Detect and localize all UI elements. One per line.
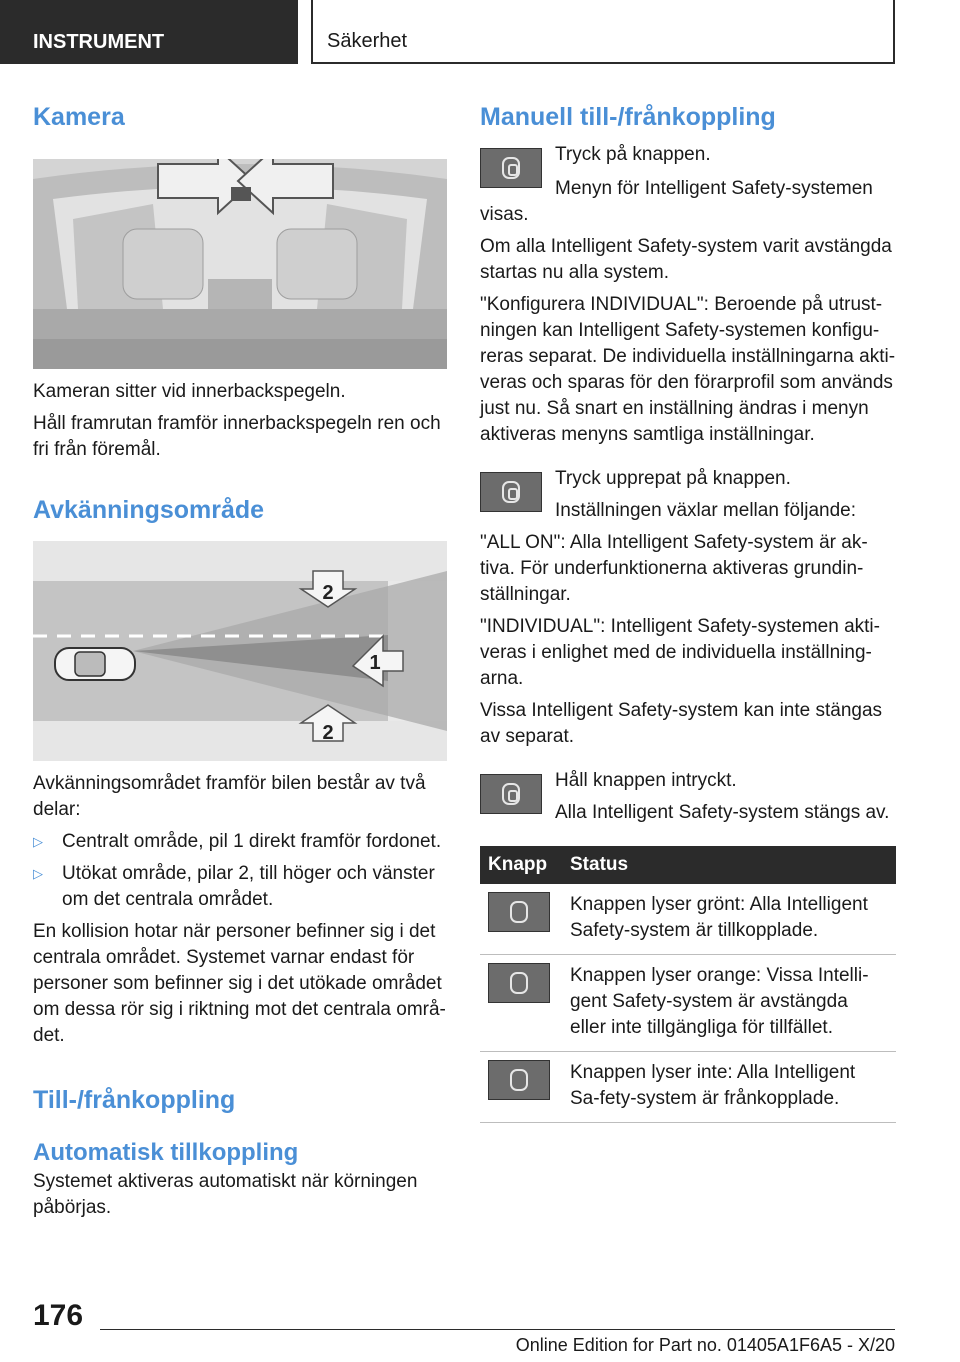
safety-button-orange-icon (488, 963, 550, 1003)
safety-button-icon (480, 148, 542, 188)
camera-heading: Kamera (33, 103, 125, 131)
table-row (480, 955, 896, 1052)
table-cell-status: Knappen lyser orange: Vissa Intelli-gent Safety-system är avstängda eller inte tillgängliga för tillfället. (562, 955, 896, 1052)
step3-text-b: Alla Intelligent Safety-system stängs av. (555, 802, 890, 823)
safety-button-green-icon (488, 892, 550, 932)
step1-text-a: Tryck på knappen. (555, 144, 711, 165)
onoff-heading: Till-/frånkoppling (33, 1086, 236, 1114)
table-row (480, 884, 896, 955)
right-text-2: "Konfigurera INDIVIDUAL": Beroende på utrust-ningen kan Intelligent Safety-systemen konfigu-reras separat. De individuella inställningarna akti-veras och sparas för den förarprofil som används just nu. Så snart en inställning ändras i menyn aktiveras menyns samtliga inställningar. (480, 294, 896, 445)
header-section: INSTRUMENT (0, 0, 298, 64)
header-chapter: Säkerhet (311, 0, 895, 64)
safety-button-icon (480, 774, 542, 814)
triangle-bullet-icon: ▷ (33, 834, 43, 849)
detection-heading: Avkänningsområde (33, 496, 265, 524)
table-header-knapp: Knapp (480, 846, 562, 884)
auto-on-text: Systemet aktiveras automatiskt när körningen påbörjas. (33, 1171, 418, 1218)
step-press-button (480, 142, 896, 194)
fig-label-2-bottom: 2 (322, 722, 334, 744)
step1-text-b: Menyn för Intelligent Safety-systemen visas. (480, 178, 873, 225)
list-item-text: Centralt område, pil 1 direkt framför fordonet. (62, 831, 442, 852)
detection-area-illustration (33, 541, 447, 761)
left-column (33, 100, 447, 1227)
right-text-3: "ALL ON": Alla Intelligent Safety-system är ak-tiva. För underfunktionerna aktiveras grundin-ställningar. (480, 532, 868, 605)
camera-text-2: Håll framrutan framför innerbackspegeln ren och fri från föremål. (33, 413, 441, 460)
detection-collision-text: En kollision hotar när personer befinner sig i det centrala området. Systemet varnar endast för personer som befinner sig i det utökade området om dessa rör sig i riktning mot det centrala områ-det. (33, 921, 446, 1046)
page-number: 176 (33, 1299, 84, 1332)
footer-edition: Online Edition for Part no. 01405A1F6A5 - X/20 (515, 1335, 895, 1355)
table-header-status: Status (562, 846, 896, 884)
detection-list (33, 829, 447, 913)
detection-figure (33, 541, 447, 761)
camera-figure (33, 159, 447, 369)
right-text-5: Vissa Intelligent Safety-system kan inte stängas av separat. (480, 700, 883, 747)
car-interior-illustration (33, 159, 447, 369)
right-column (480, 100, 896, 1123)
list-item (33, 829, 447, 855)
table-cell-status: Knappen lyser inte: Alla Intelligent Sa-fety-system är frånkopplade. (562, 1052, 896, 1123)
triangle-bullet-icon: ▷ (33, 866, 43, 881)
list-item-text: Utökat område, pilar 2, till höger och vänster om det centrala området. (62, 863, 435, 910)
step2-text-a: Tryck upprepat på knappen. (555, 468, 791, 489)
detection-intro: Avkänningsområdet framför bilen består av två delar: (33, 773, 426, 820)
auto-on-subheading: Automatisk tillkoppling (33, 1139, 299, 1166)
table-cell-status: Knappen lyser grönt: Alla Intelligent Safety-system är tillkopplade. (562, 884, 896, 955)
right-text-1: Om alla Intelligent Safety-system varit avstängda startas nu alla system. (480, 236, 892, 283)
manual-heading: Manuell till-/frånkoppling (480, 103, 776, 131)
step-press-repeat (480, 466, 896, 524)
safety-button-off-icon (488, 1060, 550, 1100)
camera-text-1: Kameran sitter vid innerbackspegeln. (33, 381, 346, 402)
step2-text-b: Inställningen växlar mellan följande: (555, 500, 857, 521)
table-row (480, 1052, 896, 1123)
fig-label-2-top: 2 (322, 582, 334, 604)
safety-button-icon (480, 472, 542, 512)
right-text-4: "INDIVIDUAL": Intelligent Safety-systemen akti-veras i enlighet med de individuella inställning-arna. (480, 616, 880, 689)
step3-text-a: Håll knappen intryckt. (555, 770, 737, 791)
footer-divider (100, 1329, 895, 1330)
fig-label-1: 1 (369, 652, 381, 674)
step-hold-button (480, 768, 896, 826)
status-table (480, 846, 896, 1123)
list-item (33, 861, 447, 913)
